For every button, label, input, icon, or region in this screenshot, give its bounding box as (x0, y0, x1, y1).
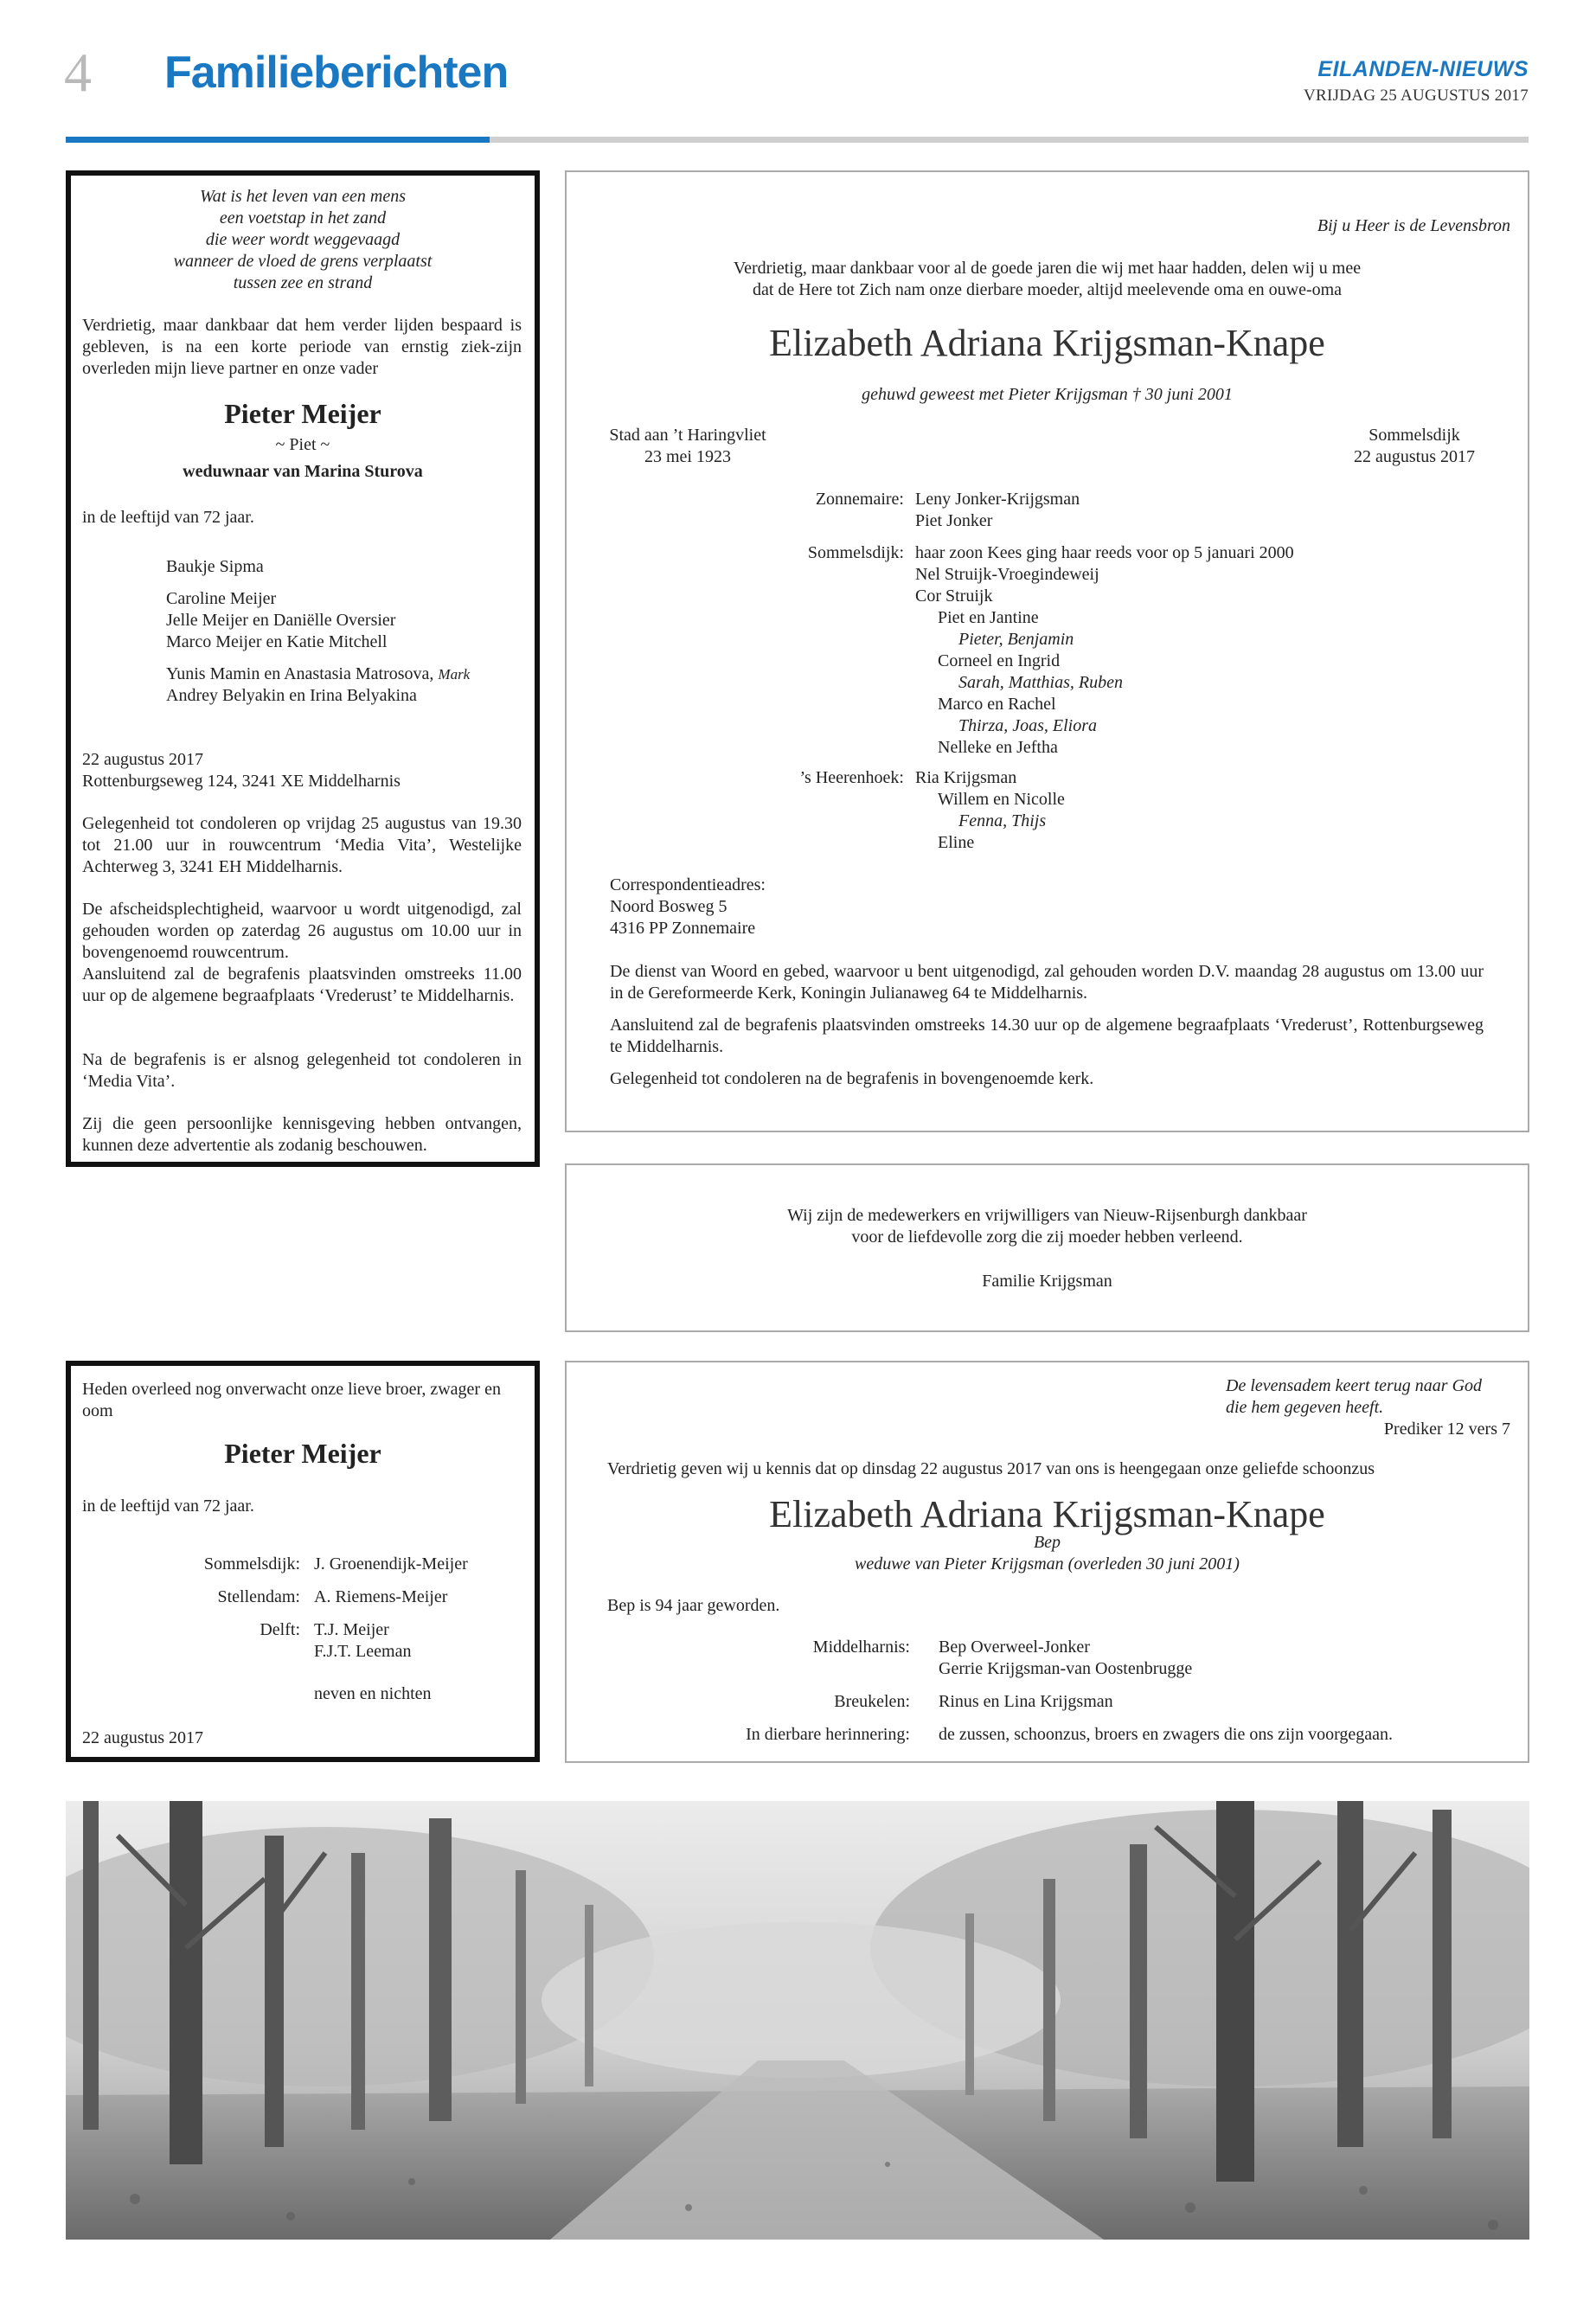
header-rule-accent (66, 137, 490, 143)
issue-date: VRIJDAG 25 AUGUSTUS 2017 (1303, 87, 1529, 105)
header-rule (490, 137, 1529, 143)
family-member: Cor Struijk (915, 586, 993, 606)
birth-info (601, 425, 774, 468)
poem-line: wanneer de vloed de grens verplaatst (173, 252, 433, 271)
intro-text: Verdrietig geven wij u kennis dat op dinsdag 22 augustus 2017 van ons is heengegaan onze geliefde schoonzus (607, 1459, 1375, 1478)
location-label: In dierbare herinnering: (746, 1725, 910, 1744)
family-member: Piet Jonker (915, 511, 993, 530)
family-partner: Baukje Sipma (166, 557, 264, 576)
family-member: T.J. Meijer (314, 1620, 389, 1639)
family-member: Rinus en Lina Krijgsman (939, 1692, 1113, 1711)
thank-you-line: Wij zijn de medewerkers en vrijwilligers van Nieuw-Rijsenburgh dankbaar (787, 1206, 1307, 1225)
family-member (166, 663, 529, 685)
family-member: Jelle Meijer en Daniëlle Oversier (166, 611, 396, 630)
service-text: De dienst van Woord en gebed, waarvoor u bent uitgenodigd, zal gehouden worden D.V. maandag 28 augustus om 13.00 uur in de Gereformeerde Kerk, Koningin Julianaweg 64 te Middelharnis. (610, 962, 1484, 1003)
family-member: haar zoon Kees ging haar reeds voor op 5 januari 2000 (915, 543, 1294, 562)
family-member-names: Yunis Mamin en Anastasia Matrosova, (166, 664, 434, 683)
section-title: Familieberichten (164, 48, 509, 98)
death-place: Sommelsdijk (1368, 426, 1460, 445)
motto: Bij u Heer is de Levensbron (1317, 216, 1510, 235)
intro-text: Heden overleed nog onverwacht onze lieve broer, zwager en oom (82, 1380, 501, 1420)
intro-text (567, 258, 1528, 301)
family-member: A. Riemens-Meijer (314, 1587, 448, 1606)
family-member: Leny Jonker-Krijgsman (915, 490, 1080, 509)
location-label: Stellendam: (217, 1587, 300, 1606)
grandchild-couple: Eline (938, 833, 975, 852)
family-member: Nel Struijk-Vroegindeweij (915, 565, 1099, 584)
deceased-name: Pieter Meijer (224, 398, 381, 429)
deceased-name: Elizabeth Adriana Krijgsman-Knape (769, 322, 1325, 364)
verse-reference: Prediker 12 vers 7 (1383, 1420, 1510, 1439)
thank-you-text (567, 1205, 1528, 1248)
family-block (915, 489, 1521, 532)
family-member: J. Groenendijk-Meijer (314, 1554, 468, 1574)
bible-verse (1226, 1375, 1520, 1419)
poem-line: Wat is het leven van een mens (199, 187, 407, 206)
thank-you-line: voor de liefdevolle zorg die zij moeder hebben verleend. (851, 1227, 1243, 1247)
grandchildren-list (915, 607, 1521, 759)
great-grandchildren: Thirza, Joas, Eliora (958, 716, 1098, 735)
correspondence-label: Correspondentieadres: (610, 875, 766, 894)
correspondence-street: Noord Bosweg 5 (610, 897, 727, 916)
poem (71, 186, 535, 294)
verse-line: die hem gegeven heeft. (1226, 1398, 1384, 1417)
age-line: in de leeftijd van 72 jaar. (82, 1497, 254, 1516)
nickname: ~ Piet ~ (275, 435, 330, 454)
family-member: Gerrie Krijgsman-van Oostenbrugge (939, 1659, 1193, 1678)
location-label: Breukelen: (834, 1692, 910, 1711)
correspondence-address (610, 875, 766, 939)
date-line: 22 augustus 2017 (82, 1728, 203, 1747)
signature: Familie Krijgsman (982, 1272, 1112, 1291)
intro-text: Verdrietig, maar dankbaar dat hem verder lijden bespaard is gebleven, is na een korte periode van ernstig ziek-zijn overleden mijn lieve partner en onze vader (82, 316, 522, 378)
obituary-krijgsman-family (565, 170, 1529, 1132)
family-member: de zussen, schoonzus, broers en zwagers die ons zijn voorgegaan. (939, 1725, 1394, 1744)
location-label: Sommelsdijk: (807, 543, 904, 562)
nickname: Bep (1033, 1533, 1061, 1552)
family-member: Bep Overweel-Jonker (939, 1638, 1090, 1657)
burial-text: Aansluitend zal de begrafenis plaatsvinden omstreeks 14.30 uur op de algemene begraafplaats ‘Vrederust’, Rottenburgseweg te Middelharnis. (610, 1016, 1484, 1056)
grandchild-couple: Piet en Jantine (938, 608, 1039, 627)
date-line: 22 augustus 2017 (82, 750, 203, 769)
grandchild-couple: Willem en Nicolle (938, 790, 1065, 809)
deceased-name: Pieter Meijer (224, 1438, 381, 1469)
deceased-name: Elizabeth Adriana Krijgsman-Knape (769, 1493, 1325, 1535)
poem-line: een voetstap in het zand (219, 208, 387, 228)
great-grandchildren: Pieter, Benjamin (958, 630, 1074, 649)
forest-illustration (66, 1801, 1529, 2240)
extended-family: neven en nichten (314, 1684, 432, 1703)
family-member: Caroline Meijer (166, 589, 277, 608)
notice-text: Zij die geen persoonlijke kennisgeving hebben ontvangen, kunnen deze advertentie als zodanig beschouwen. (82, 1114, 522, 1155)
great-grandchildren: Fenna, Thijs (958, 811, 1047, 830)
burial-text: Aansluitend zal de begrafenis plaatsvinden omstreeks 11.00 uur op de algemene begraafplaats ‘Vrederust’ te Middelharnis. (82, 965, 522, 1005)
location-label: Sommelsdijk: (203, 1554, 300, 1574)
intro-line: dat de Here tot Zich nam onze dierbare moeder, altijd meelevende oma en ouwe-oma (752, 280, 1343, 299)
forest-photo (66, 1801, 1529, 2240)
widower-line: weduwnaar van Marina Sturova (183, 462, 423, 481)
birth-place: Stad aan ’t Haringvliet (609, 426, 766, 445)
family-member: Marco Meijer en Katie Mitchell (166, 632, 388, 651)
family-member: Andrey Belyakin en Irina Belyakina (166, 686, 417, 705)
grandchild-couple: Corneel en Ingrid (938, 651, 1061, 670)
death-date: 22 augustus 2017 (1354, 447, 1475, 466)
location-label: Delft: (260, 1620, 300, 1639)
grandchild-name: Mark (438, 666, 471, 683)
family-list (166, 556, 529, 707)
widow-line: weduwe van Pieter Krijgsman (overleden 30 juni 2001) (855, 1554, 1240, 1574)
family-block (915, 767, 1521, 854)
after-text: Na de begrafenis is er alsnog gelegenheid tot condoleren in ‘Media Vita’. (82, 1050, 522, 1091)
grandchildren-list (915, 789, 1521, 854)
page-number: 4 (64, 42, 92, 103)
family-block (915, 542, 1521, 759)
poem-line: tussen zee en strand (233, 273, 373, 292)
condolence-text: Gelegenheid tot condoleren op vrijdag 25 augustus van 19.30 tot 21.00 uur in rouwcentrum ‘Media Vita’, Westelijke Achterweg 3, 3241 EH Middelharnis. (82, 814, 522, 876)
farewell-text: De afscheidsplechtigheid, waarvoor u wordt uitgenodigd, zal gehouden worden op zaterdag 26 augustus om 10.00 uur in bovengenoemd rouwcentrum. (82, 900, 522, 962)
obituary-krijgsman-inlaws (565, 1361, 1529, 1763)
obituary-pieter-meijer (66, 170, 540, 1167)
thank-you-note (565, 1163, 1529, 1332)
correspondence-postcode: 4316 PP Zonnemaire (610, 919, 756, 938)
age-line: Bep is 94 jaar geworden. (607, 1596, 780, 1615)
location-label: Zonnemaire: (815, 490, 904, 509)
grandchild-couple: Marco en Rachel (938, 695, 1056, 714)
location-label: Middelharnis: (812, 1638, 910, 1657)
verse-line: De levensadem keert terug naar God (1226, 1376, 1483, 1395)
married-line: gehuwd geweest met Pieter Krijgsman † 30 juni 2001 (862, 385, 1233, 404)
intro-line: Verdrietig, maar dankbaar voor al de goede jaren die wij met haar hadden, delen wij u mee (733, 259, 1362, 278)
age-line: in de leeftijd van 72 jaar. (82, 508, 254, 527)
poem-line: die weer wordt weggevaagd (205, 230, 401, 249)
home-address: Rottenburgseweg 124, 3241 XE Middelharnis (82, 772, 401, 791)
family-member: Ria Krijgsman (915, 768, 1017, 787)
death-info (1319, 425, 1509, 468)
newspaper-logo: EILANDEN-NIEUWS (1317, 57, 1529, 81)
obituary-pieter-meijer-family (66, 1361, 540, 1762)
condolence-text: Gelegenheid tot condoleren na de begrafenis in bovengenoemde kerk. (610, 1069, 1094, 1088)
location-label: ’s Heerenhoek: (799, 768, 904, 787)
birth-date: 23 mei 1923 (644, 447, 731, 466)
family-member: F.J.T. Leeman (314, 1642, 412, 1661)
grandchild-couple: Nelleke en Jeftha (938, 738, 1058, 757)
great-grandchildren: Sarah, Matthias, Ruben (958, 673, 1123, 692)
